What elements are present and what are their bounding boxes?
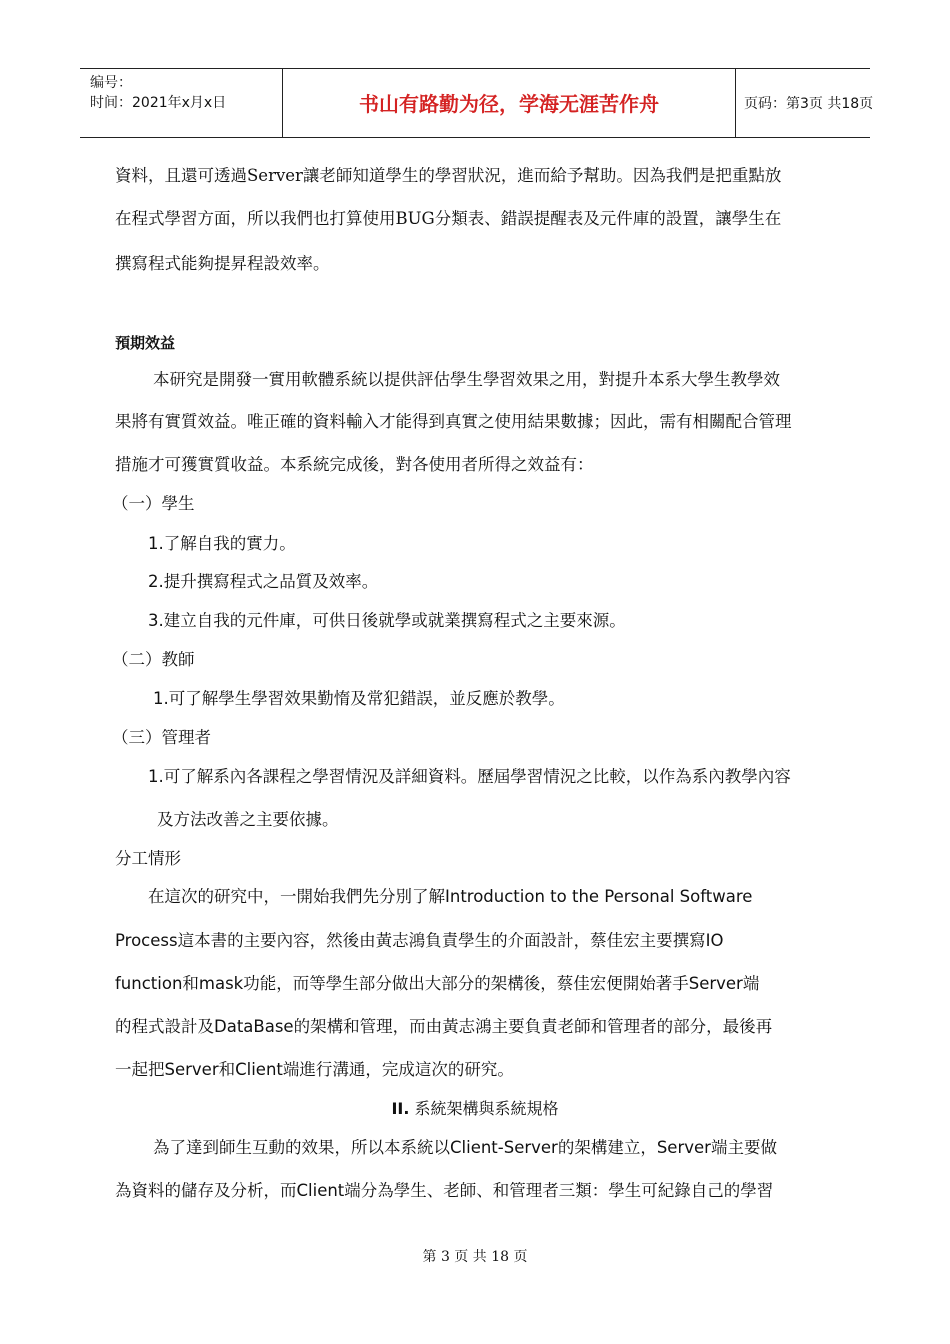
section2-title: 系統架構與系統規格 xyxy=(414,1099,559,1118)
benefits-title: 預期效益 xyxy=(115,334,176,352)
section2-number: II. xyxy=(391,1099,410,1118)
division-line-2: Process這本書的主要內容，然後由黃志鴻負責學生的介面設計，蔡佳宏主要撰寫IO xyxy=(115,931,724,950)
division-line-4: 的程式設計及DataBase的架構和管理，而由黃志鴻主要負責老師和管理者的部分，最後再 xyxy=(115,1017,773,1036)
footer-page-number: 第 3 页 共 18 页 xyxy=(422,1249,528,1265)
admins-item-1-line-1: 1.可了解系內各課程之學習情況及詳細資料。歷屆學習情況之比較，以作為系內教學內容 xyxy=(148,767,791,786)
division-title: 分工情形 xyxy=(115,849,181,868)
section2-heading xyxy=(0,1097,950,1121)
division-line-5: 一起把Server和Client端進行溝通，完成這次的研究。 xyxy=(115,1060,514,1079)
header-meta-cell xyxy=(80,69,282,137)
benefits-line-1: 本研究是開發一實用軟體系統以提供評估學生學習效果之用，對提升本系大學生教學效 xyxy=(153,370,780,389)
header-motto-cell xyxy=(282,69,736,137)
admins-item-1-line-2: 及方法改善之主要依據。 xyxy=(157,810,339,829)
teachers-item-1: 1.可了解學生學習效果勤惰及常犯錯誤，並反應於教學。 xyxy=(153,689,565,708)
header-motto: 书山有路勤为径，学海无涯苦作舟 xyxy=(359,92,659,116)
section2-line-2: 為資料的儲存及分析，而Client端分為學生、老師、和管理者三類：學生可紀錄自己的學習 xyxy=(115,1181,774,1200)
students-heading: （一）學生 xyxy=(112,494,195,513)
header-page-number: 页码：第3页 共18页 xyxy=(744,96,874,112)
division-line-3: function和mask功能，而等學生部分做出大部分的架構後，蔡佳宏便開始著手Server端 xyxy=(115,974,760,993)
section2-line-1: 為了達到師生互動的效果，所以本系統以Client-Server的架構建立，Server端主要做 xyxy=(153,1138,777,1157)
intro-line-1: 資料，且還可透過Server讓老師知道學生的學習狀況，進而給予幫助。因為我們是把重點放 xyxy=(115,166,782,185)
document-number-label: 编号： xyxy=(90,75,132,91)
benefits-line-2: 果將有實質效益。唯正確的資料輸入才能得到真實之使用結果數據；因此，需有相關配合管理 xyxy=(115,412,792,431)
students-item-1: 1.了解自我的實力。 xyxy=(148,534,296,553)
document-date-label: 时间：2021年x月x日 xyxy=(90,95,227,111)
admins-heading: （三）管理者 xyxy=(112,728,211,747)
intro-line-2: 在程式學習方面，所以我們也打算使用BUG分類表、錯誤提醒表及元件庫的設置，讓學生在 xyxy=(115,209,782,228)
division-line-1: 在這次的研究中，一開始我們先分別了解Introduction to the Personal Software xyxy=(148,887,753,906)
students-item-3: 3.建立自我的元件庫，可供日後就學或就業撰寫程式之主要來源。 xyxy=(148,611,626,630)
teachers-heading: （二）教師 xyxy=(112,650,195,669)
header-page-cell xyxy=(736,69,874,137)
benefits-line-3: 措施才可獲實質收益。本系統完成後，對各使用者所得之效益有： xyxy=(115,455,594,474)
page-header xyxy=(80,68,874,138)
intro-line-3: 撰寫程式能夠提昇程設效率。 xyxy=(115,254,330,273)
students-item-2: 2.提升撰寫程式之品質及效率。 xyxy=(148,572,379,591)
